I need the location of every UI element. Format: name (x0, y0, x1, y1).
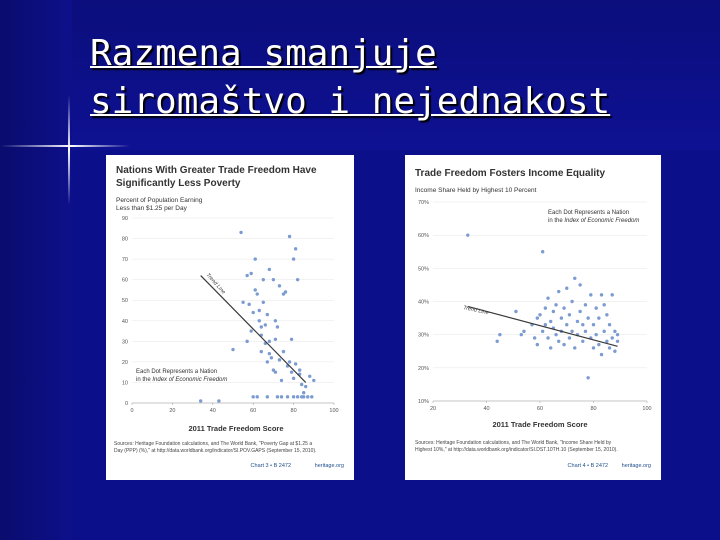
chart-title-line-2: Significantly Less Poverty (116, 178, 241, 189)
data-point (586, 316, 589, 319)
data-point (274, 370, 277, 373)
data-point (552, 310, 555, 313)
data-point (252, 311, 255, 314)
y-tick-label: 90 (121, 216, 128, 222)
data-point (258, 319, 261, 322)
data-point (302, 395, 305, 398)
data-point (300, 383, 303, 386)
data-point (611, 293, 614, 296)
chart-id: Chart 3 • B 2472 (250, 463, 291, 469)
data-point (533, 336, 536, 339)
sparkle-horizontal-ray (0, 145, 130, 147)
plot-area (122, 216, 339, 414)
trend-line-label: Trend Line (204, 272, 227, 296)
data-point (546, 296, 549, 299)
data-point (278, 284, 281, 287)
data-point (576, 320, 579, 323)
data-point (608, 346, 611, 349)
data-point (573, 346, 576, 349)
data-point (308, 375, 311, 378)
data-point (522, 330, 525, 333)
data-point (296, 278, 299, 281)
source-line-2: Highest 10%," at http://data.worldbank.org/indicator/SI.DST.10TH.10 (September 15, 2010). (415, 447, 618, 453)
data-point (241, 301, 244, 304)
data-point (290, 338, 293, 341)
y-axis-label: Income Share Held by Highest 10 Percent (415, 187, 537, 194)
x-tick-label: 60 (250, 408, 257, 414)
data-point (594, 333, 597, 336)
y-tick-label: 50% (417, 266, 429, 273)
annotation-prefix: in the (548, 218, 565, 224)
trend-line (468, 306, 618, 346)
data-point (254, 257, 257, 260)
data-point (249, 329, 252, 332)
plot-area (418, 200, 652, 412)
data-point (306, 395, 309, 398)
data-point (562, 343, 565, 346)
y-tick-label: 60% (417, 233, 429, 240)
data-point (541, 330, 544, 333)
y-axis-label-line-1: Percent of Population Earning (116, 197, 203, 204)
data-point (520, 333, 523, 336)
x-tick-label: 0 (130, 408, 134, 414)
data-point (249, 272, 252, 275)
data-point (584, 330, 587, 333)
data-point (199, 399, 202, 402)
slide-title (90, 30, 710, 126)
data-point (549, 346, 552, 349)
chart-poverty-panel (106, 155, 354, 480)
x-tick-label: 40 (483, 406, 490, 412)
data-point (554, 333, 557, 336)
data-point (557, 340, 560, 343)
slide-title-line-1: Razmena smanjuje (90, 33, 437, 74)
data-point (496, 340, 499, 343)
data-point (256, 292, 259, 295)
y-tick-label: 80 (121, 236, 128, 243)
data-point (254, 288, 257, 291)
data-point (266, 395, 269, 398)
data-point (268, 340, 271, 343)
data-point (570, 330, 573, 333)
x-tick-label: 100 (642, 406, 652, 412)
data-point (608, 323, 611, 326)
data-point (292, 257, 295, 260)
data-point (260, 325, 263, 328)
data-point (605, 340, 608, 343)
data-point (288, 360, 291, 363)
data-point (573, 277, 576, 280)
chart-income-panel (405, 155, 661, 480)
annotation-line-1: Each Dot Represents a Nation (548, 210, 630, 216)
x-tick-label: 40 (209, 408, 216, 414)
data-point (258, 309, 261, 312)
data-point (600, 353, 603, 356)
data-point (498, 333, 501, 336)
data-point (231, 348, 234, 351)
data-point (304, 385, 307, 388)
data-point (570, 300, 573, 303)
data-point (312, 379, 315, 382)
data-point (292, 377, 295, 380)
data-point (544, 306, 547, 309)
data-point (278, 358, 281, 361)
site-link[interactable]: heritage.org (314, 463, 344, 469)
background-left-band (0, 0, 72, 540)
y-tick-label: 10% (417, 399, 429, 405)
data-point (613, 330, 616, 333)
data-point (592, 323, 595, 326)
y-tick-label: 20% (417, 365, 429, 372)
sparkle-vertical-ray (68, 95, 70, 205)
x-axis-label: 2011 Trade Freedom Score (492, 420, 588, 429)
x-tick-label: 60 (536, 406, 544, 412)
data-point (544, 323, 547, 326)
data-point (568, 336, 571, 339)
data-point (541, 250, 544, 253)
data-point (274, 338, 277, 341)
y-tick-label: 40 (121, 318, 128, 325)
source-line-1: Sources: Heritage Foundation calculations, and The World Bank, "Poverty Gap at $1.25 a (114, 441, 313, 447)
data-point (298, 368, 301, 371)
data-point (538, 313, 541, 316)
y-tick-label: 60 (121, 277, 128, 284)
data-point (266, 360, 269, 363)
data-point (611, 336, 614, 339)
data-point (284, 290, 287, 293)
source-line-2: Day (PPP) (%)," at http://data.worldbank.org/indicator/SI.POV.GAPS (September 15, 2010). (114, 448, 317, 454)
data-point (578, 310, 581, 313)
data-point (565, 287, 568, 290)
data-point (592, 346, 595, 349)
data-point (597, 343, 600, 346)
data-point (268, 352, 271, 355)
chart-title: Trade Freedom Fosters Income Equality (415, 168, 606, 179)
data-point (581, 323, 584, 326)
y-tick-label: 30% (417, 332, 429, 339)
data-point (466, 233, 469, 236)
y-tick-label: 50 (121, 298, 128, 305)
data-point (270, 356, 273, 359)
annotation-line-2 (136, 377, 227, 383)
annotation-line-1: Each Dot Represents a Nation (136, 369, 218, 375)
data-point (554, 303, 557, 306)
data-point (597, 316, 600, 319)
data-point (296, 395, 299, 398)
annotation-prefix: in the (136, 377, 153, 383)
data-point (536, 316, 539, 319)
y-tick-label: 20 (121, 359, 128, 366)
data-point (560, 316, 563, 319)
y-tick-label: 40% (417, 299, 429, 306)
y-axis-label-line-2: Less than $1.25 per Day (116, 205, 187, 212)
x-axis-label: 2011 Trade Freedom Score (188, 424, 284, 433)
x-tick-label: 100 (329, 408, 339, 414)
x-tick-label: 20 (169, 408, 176, 414)
data-point (266, 313, 269, 316)
y-tick-label: 0 (124, 401, 128, 407)
data-point (616, 340, 619, 343)
chart-income-svg (405, 155, 661, 480)
data-point (536, 343, 539, 346)
annotation-italic: Index of Economic Freedom (564, 218, 640, 224)
data-point (586, 376, 589, 379)
data-point (256, 395, 259, 398)
chart-title-line-1: Nations With Greater Trade Freedom Have (116, 165, 317, 176)
data-point (584, 303, 587, 306)
data-point (600, 293, 603, 296)
trend-line-label: Trend Line (462, 305, 490, 317)
y-tick-label: 70 (121, 257, 128, 264)
data-point (264, 323, 267, 326)
data-point (280, 395, 283, 398)
x-tick-label: 20 (429, 406, 437, 412)
data-point (594, 306, 597, 309)
site-link[interactable]: heritage.org (621, 463, 651, 469)
data-point (603, 303, 606, 306)
data-point (605, 313, 608, 316)
source-line-1: Sources: Heritage Foundation calculations, and The World Bank, "Income Share Held by (415, 440, 612, 446)
data-point (294, 247, 297, 250)
slide-title-line-2: siromaštvo i nejednakost (90, 81, 611, 122)
data-point (245, 340, 248, 343)
data-point (276, 325, 279, 328)
data-point (274, 319, 277, 322)
data-point (245, 274, 248, 277)
data-point (613, 350, 616, 353)
data-point (272, 278, 275, 281)
data-point (292, 395, 295, 398)
annotation-line-2 (548, 218, 639, 224)
y-tick-label: 70% (417, 200, 429, 206)
chart-id: Chart 4 • B 2472 (567, 463, 608, 469)
data-point (581, 340, 584, 343)
data-point (290, 370, 293, 373)
data-point (217, 399, 220, 402)
data-point (565, 323, 568, 326)
data-point (262, 278, 265, 281)
y-tick-label: 30 (121, 339, 128, 346)
data-point (557, 290, 560, 293)
data-point (280, 379, 283, 382)
data-point (286, 395, 289, 398)
data-point (302, 391, 305, 394)
data-point (310, 395, 313, 398)
data-point (589, 293, 592, 296)
data-point (294, 362, 297, 365)
data-point (282, 350, 285, 353)
data-point (546, 336, 549, 339)
data-point (268, 268, 271, 271)
x-tick-label: 80 (290, 408, 297, 414)
trend-line (201, 276, 306, 383)
data-point (247, 303, 250, 306)
data-point (549, 320, 552, 323)
data-point (514, 310, 517, 313)
data-point (252, 395, 255, 398)
data-point (239, 231, 242, 234)
y-tick-label: 10 (121, 380, 128, 387)
chart-poverty-svg (106, 155, 354, 480)
data-point (562, 306, 565, 309)
annotation-italic: Index of Economic Freedom (152, 377, 228, 383)
data-point (578, 283, 581, 286)
data-point (288, 235, 291, 238)
data-point (603, 330, 606, 333)
data-point (276, 395, 279, 398)
data-point (616, 333, 619, 336)
data-point (262, 301, 265, 304)
data-point (260, 350, 263, 353)
x-tick-label: 80 (590, 406, 597, 412)
data-point (568, 313, 571, 316)
